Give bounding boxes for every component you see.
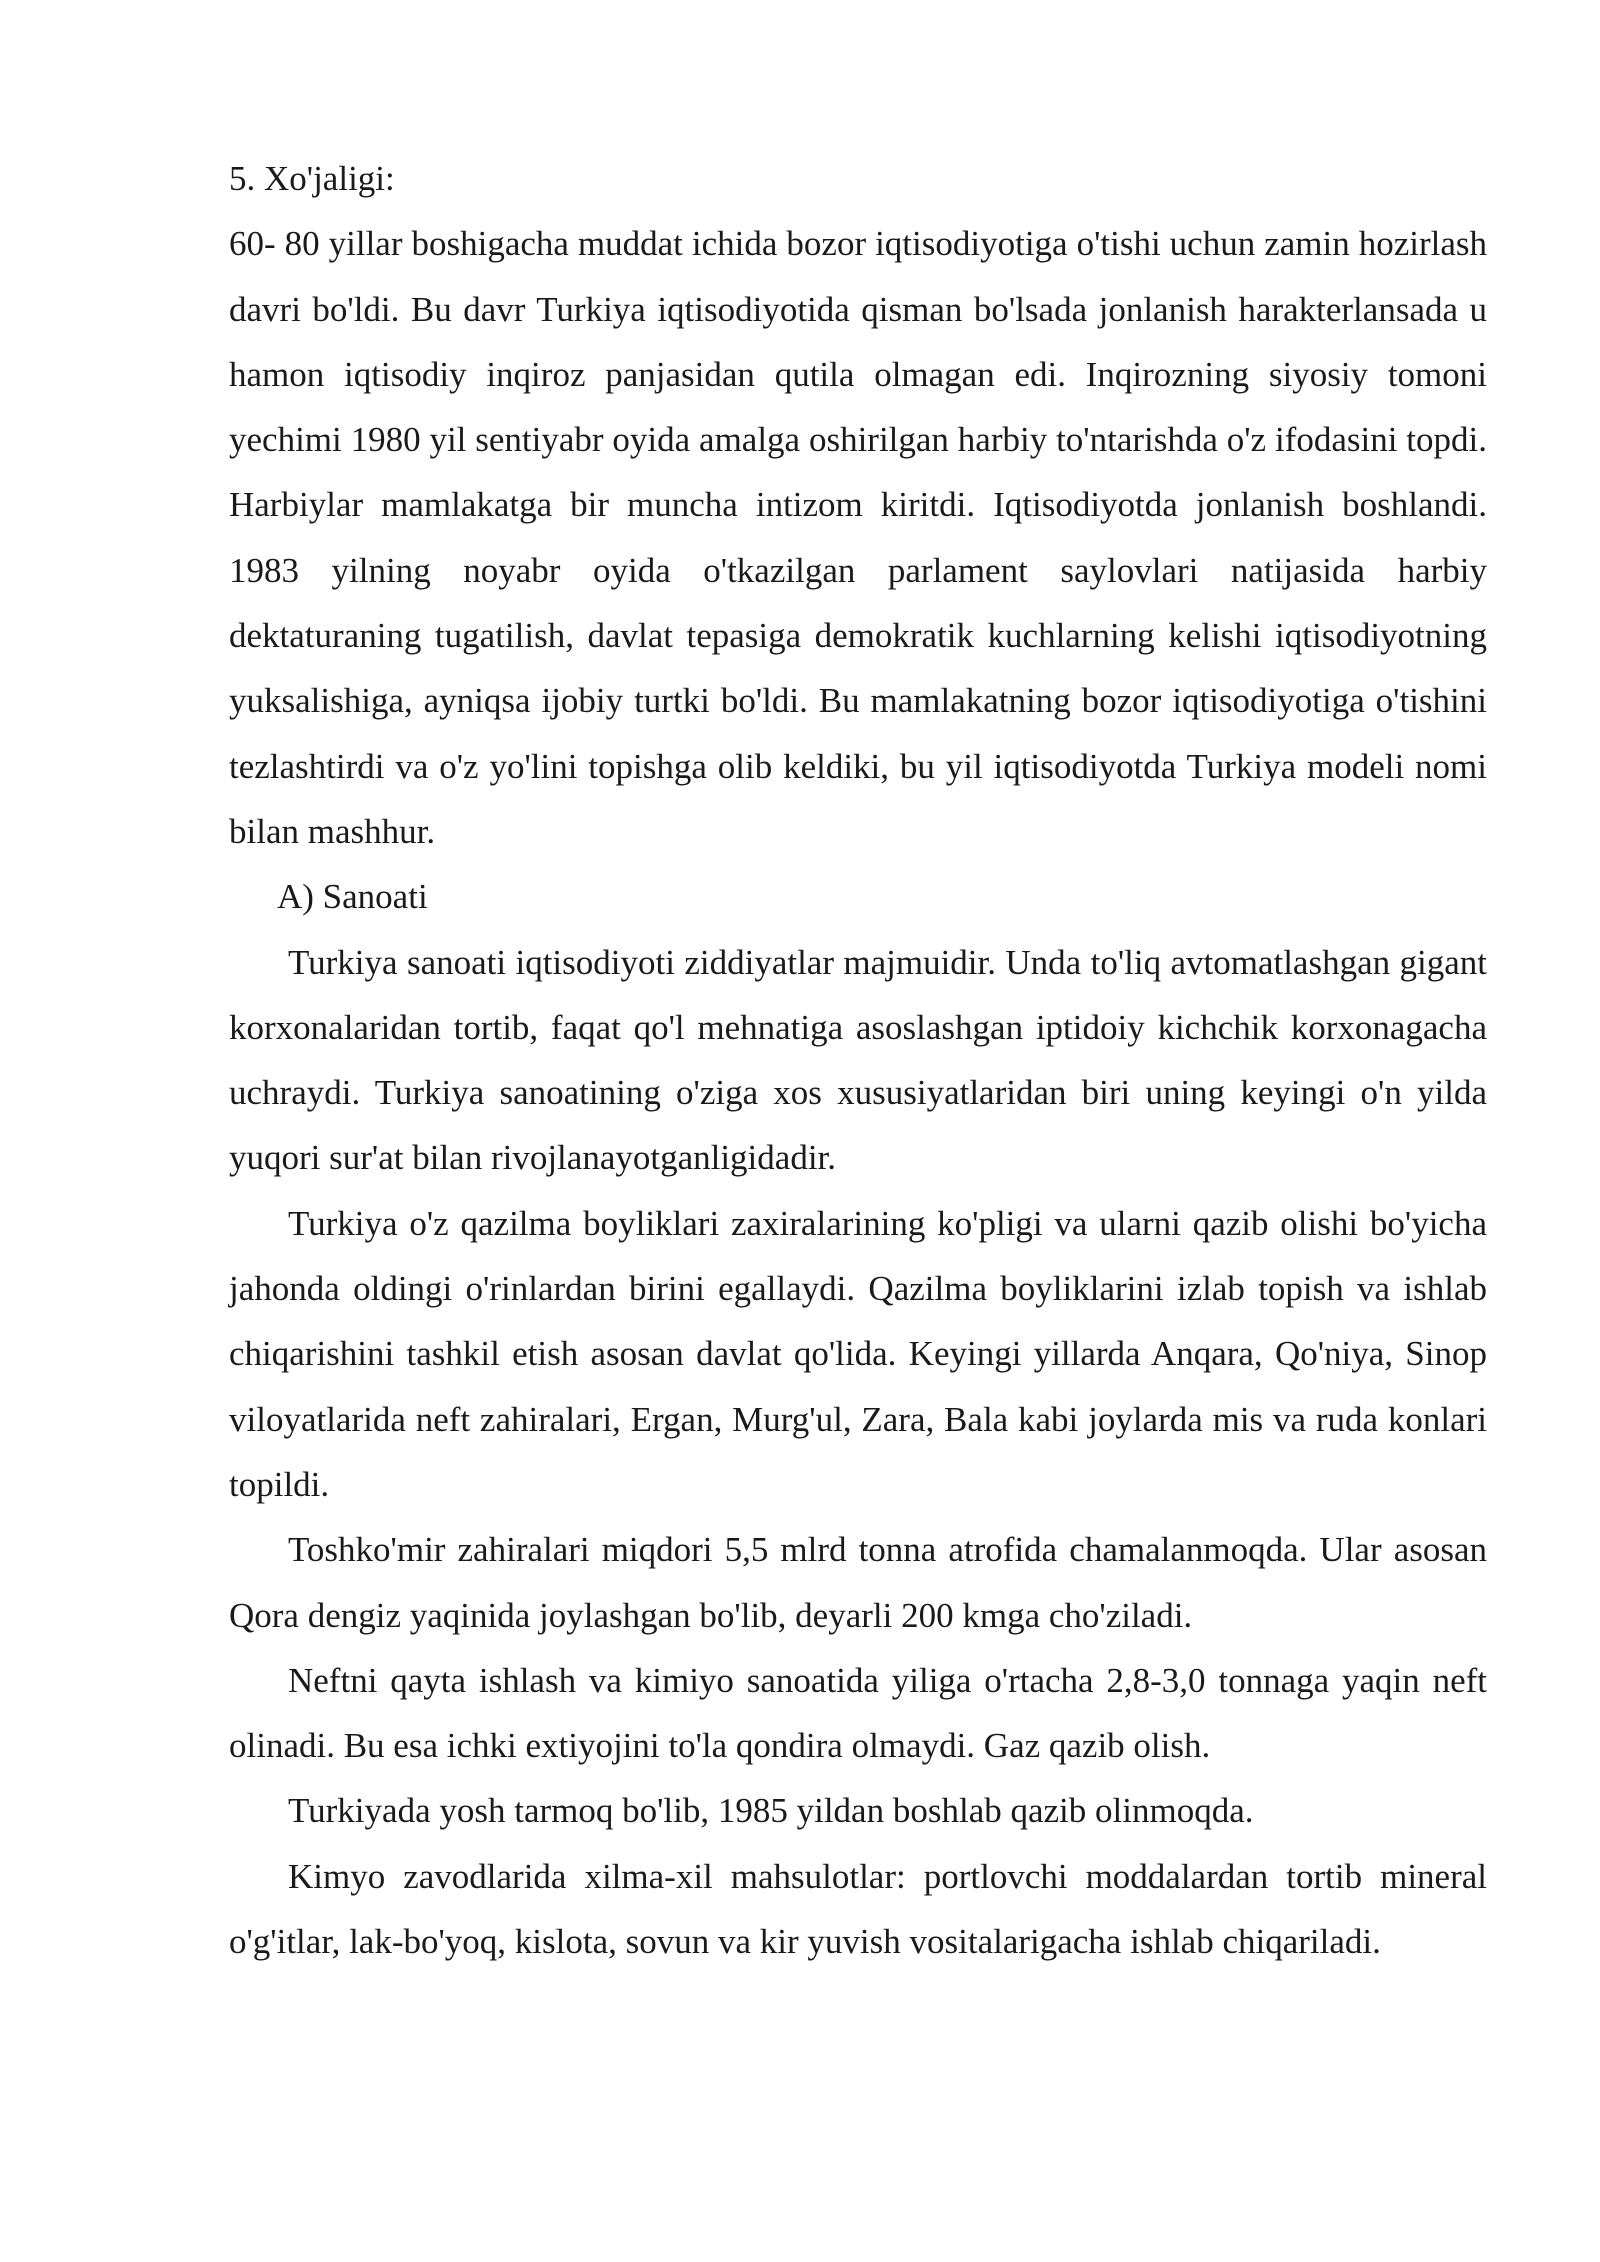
- subsection-title: A) Sanoati: [277, 877, 428, 917]
- paragraph-mineral-resources: Turkiya o'z qazilma boyliklari zaxiralarining ko'pligi va ularni qazib olishi bo'yicha jahonda oldingi o'rinlardan birini egallaydi. Qazilma boyliklarini izlab topish va ishlab chiqarishini tashkil etish asosan davlat qo'lida. Keyingi yillarda Anqara, Qo'niya, Sinop viloyatlarida neft zahiralari, Ergan, Murg'ul, Zara, Bala kabi joylarda mis va ruda konlari topildi.: [229, 1203, 1487, 1504]
- paragraph-gas-extraction: Turkiyada yosh tarmoq bo'lib, 1985 yildan boshlab qazib olinmoqda.: [288, 1791, 1254, 1831]
- paragraph-oil-refining: Neftni qayta ishlash va kimiyo sanoatida yiliga o'rtacha 2,8-3,0 tonnaga yaqin neft olinadi. Bu esa ichki extiyojini to'la qondira olmaydi. Gaz qazib olish.: [229, 1660, 1487, 1766]
- intro-paragraph: 60- 80 yillar boshigacha muddat ichida bozor iqtisodiyotiga o'tishi uchun zamin hozirlash davri bo'ldi. Bu davr Turkiya iqtisodiyotida qisman bo'lsada jonlanish harakterlansada u hamon iqtisodiy inqiroz panjasidan qutila olmagan edi. Inqirozning siyosiy tomoni yechimi 1980 yil sentiyabr oyida amalga oshirilgan harbiy to'ntarishda o'z ifodasini topdi. Harbiylar mamlakatga bir muncha intizom kiritdi. Iqtisodiyotda jonlanish boshlandi. 1983 yilning noyabr oyida o'tkazilgan parlament saylovlari natijasida harbiy dektaturaning tugatilish, davlat tepasiga demokratik kuchlarning kelishi iqtisodiyotning yuksalishiga, ayniqsa ijobiy turtki bo'ldi. Bu mamlakatning bozor iqtisodiyotiga o'tishini tezlashtirdi va o'z yo'lini topishga olib keldiki, bu yil iqtisodiyotda Turkiya modeli nomi bilan mashhur.: [229, 224, 1487, 851]
- paragraph-coal-reserves: Toshko'mir zahiralari miqdori 5,5 mlrd tonna atrofida chamalanmoqda. Ular asosan Qora dengiz yaqinida joylashgan bo'lib, deyarli 200 kmga cho'ziladi.: [229, 1530, 1487, 1635]
- document-page: [229, 146, 1487, 1974]
- paragraph-chemical-plants: Kimyo zavodlarida xilma-xil mahsulotlar: portlovchi moddalardan tortib mineral o'g'itlar, lak-bo'yoq, kislota, sovun va kir yuvish vositalarigacha ishlab chiqariladi.: [229, 1856, 1487, 1962]
- section-title: 5. Xo'jaligi:: [229, 159, 395, 198]
- paragraph-industry-overview: Turkiya sanoati iqtisodiyoti ziddiyatlar majmuidir. Unda to'liq avtomatlashgan gigant korxonalaridan tortib, faqat qo'l mehnatiga asoslashgan iptidoiy kichchik korxonagacha uchraydi. Turkiya sanoatining o'ziga xos xususiyatlaridan biri uning keyingi o'n yilda yuqori sur'at bilan rivojlanayotganligidadir.: [229, 942, 1487, 1178]
